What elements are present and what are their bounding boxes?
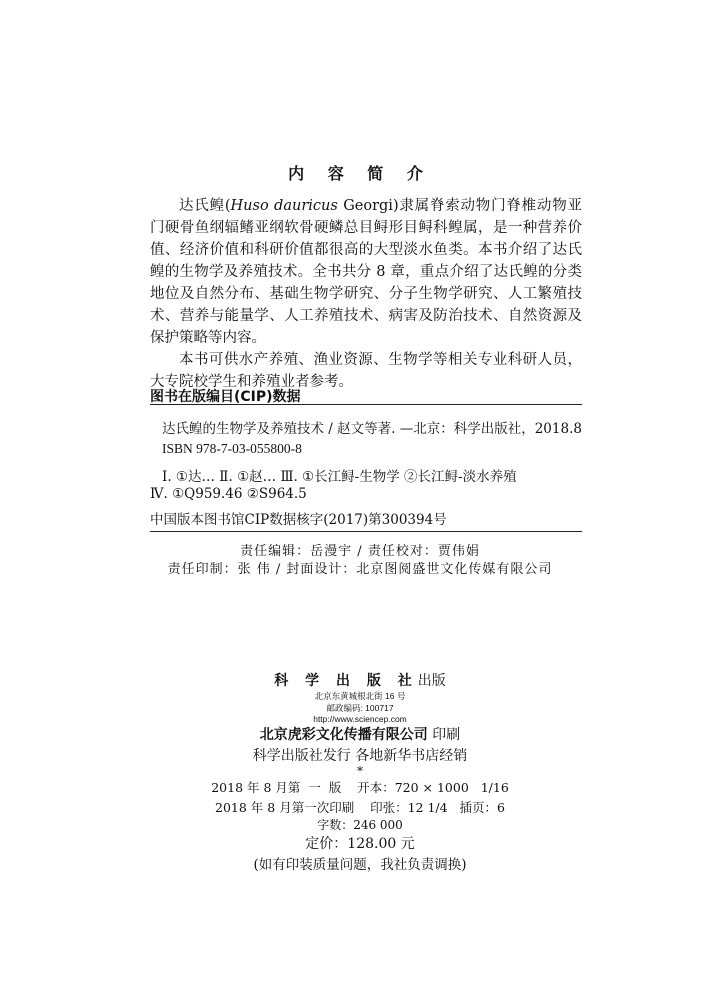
credits-production: 责任印制：张 伟 / 封面设计：北京图阅盛世文化传媒有限公司 (167, 562, 553, 577)
cip-classification-1: Ⅰ. ①达… Ⅱ. ①赵… Ⅲ. ①长江鲟-生物学 ②长江鲟-淡水养殖 (162, 469, 517, 485)
word-count: 字数：246 000 (317, 818, 403, 832)
cip-bottom-rule (150, 531, 582, 532)
edition-line-1: 2018 年 8 月第 一 版 开本：720 × 1000 1/16 (211, 780, 509, 795)
summary-title: 内 容 简 介 (288, 164, 432, 183)
publisher-postcode: 邮政编码: 100717 (326, 703, 394, 713)
publisher-address: 北京东黄城根北街 16 号 (314, 691, 406, 701)
publisher-url: http://www.sciencep.com (313, 714, 407, 724)
cip-title-line: 达氏鳇的生物学及养殖技术 / 赵文等著. —北京：科学出版社，2018.8 (162, 421, 582, 437)
summary-p1-post: Georgi)隶属脊索动物门脊椎动物亚门硬骨鱼纲辐鳍亚纲软骨硬鳞总目鲟形目鲟科鳇属，是一种营养价值、经济价值和科研价值都很高的大型淡水鱼类。本书介绍了达氏鳇的生物学及养殖技术。全书共分 8 章，重点介绍了达氏鳇的分类地位及自然分布、基础生物学研究、分子生物学研究、人工繁殖技术、营养与能量学、人工养殖技术、病害及防治技术、自然资源及保护策略等内容。 (150, 198, 583, 346)
cip-verification: 中国版本图书馆CIP数据核字(2017)第300394号 (150, 512, 447, 528)
printer-name: 北京虎彩文化传播有限公司 (259, 727, 428, 743)
cip-classification-2: Ⅳ. ①Q959.46 ②S964.5 (150, 486, 307, 502)
publisher-name: 科 学 出 版 社 (274, 673, 418, 689)
price: 定价：128.00 元 (305, 836, 415, 852)
cip-isbn: ISBN 978-7-03-055800-8 (162, 441, 302, 456)
publisher-line (0, 670, 720, 690)
publisher-suffix: 出版 (417, 673, 446, 689)
printer-line (0, 724, 720, 744)
summary-body (150, 195, 582, 393)
summary-paragraph-1 (150, 195, 582, 349)
summary-p1-pre: 达氏鳇( (179, 198, 231, 214)
separator-star: * (357, 764, 363, 778)
cip-heading: 图书在版编目(CIP)数据 (150, 389, 301, 405)
edition-line-2: 2018 年 8 月第一次印刷 印张：12 1/4 插页：6 (215, 800, 505, 815)
latin-name: Huso dauricus (230, 198, 338, 214)
summary-paragraph-2: 本书可供水产养殖、渔业资源、生物学等相关专业科研人员，大专院校学生和养殖业者参考。 (150, 352, 582, 390)
quality-note: (如有印装质量问题，我社负责调换) (253, 857, 467, 873)
printer-suffix: 印刷 (427, 727, 461, 743)
credits-editor: 责任编辑：岳漫宇 / 责任校对：贾伟娟 (240, 544, 480, 559)
distribution-line: 科学出版社发行 各地新华书店经销 (252, 748, 468, 764)
cip-top-rule (150, 404, 582, 405)
